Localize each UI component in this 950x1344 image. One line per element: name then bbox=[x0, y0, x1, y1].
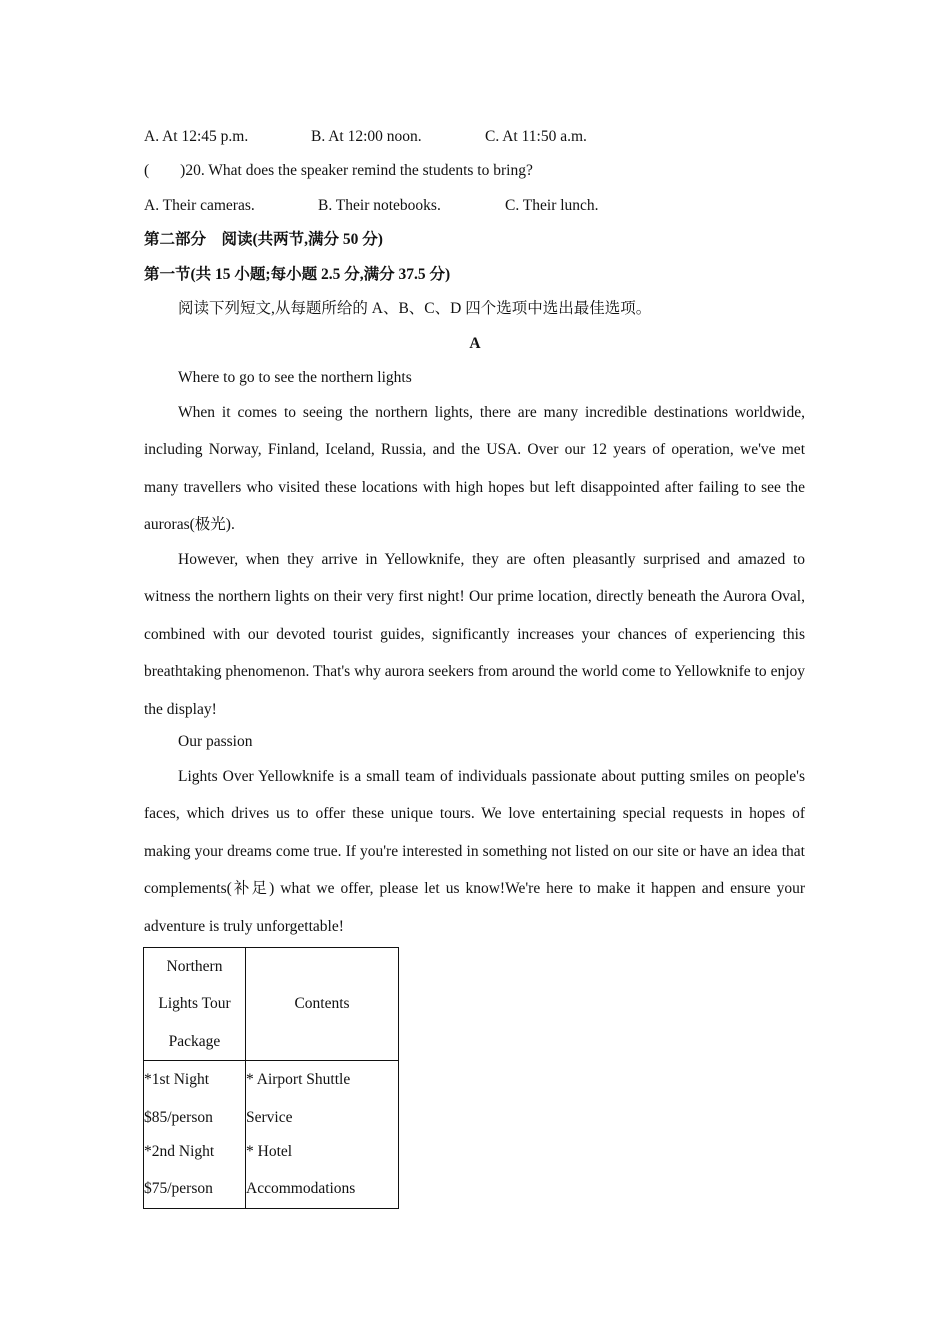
price-line: *2nd Night bbox=[144, 1143, 215, 1161]
q19-options bbox=[144, 127, 587, 147]
q20-option-a: A. Their cameras. bbox=[144, 197, 255, 214]
section-part2-heading: 第二部分 阅读(共两节,满分 50 分) bbox=[144, 231, 383, 248]
header-contents-cell: Contents bbox=[246, 948, 399, 1061]
q20-stem: ( )20. What does the speaker remind the students to bring? bbox=[144, 162, 533, 179]
price-line: $85/person bbox=[144, 1108, 213, 1126]
header-package-line: Lights Tour bbox=[158, 995, 231, 1013]
q19-option-c: C. At 11:50 a.m. bbox=[485, 128, 587, 145]
content-line: Service bbox=[246, 1108, 293, 1126]
contents-cell bbox=[246, 1061, 399, 1209]
instructions: 阅读下列短文,从每题所给的 A、B、C、D 四个选项中选出最佳选项。 bbox=[178, 300, 652, 317]
paragraph-2: However, when they arrive in Yellowknife, they are often pleasantly surprised and amazed to witness the northern lights on their very first night! Our prime location, directly beneath the Aurora Oval, combined with our devoted tourist guides, significantly increases your chances of experiencing this breathtaking phenomenon. That's why aurora seekers from around the world come to Yellowknife to enjoy the display! bbox=[144, 551, 805, 718]
header-package-line: Package bbox=[168, 1032, 221, 1050]
table-row bbox=[144, 1061, 399, 1209]
content-line: Accommodations bbox=[246, 1180, 356, 1198]
tour-package-table bbox=[143, 947, 399, 1209]
table-header-row bbox=[144, 948, 399, 1061]
subheading-our-passion: Our passion bbox=[178, 733, 253, 750]
q19-option-b: B. At 12:00 noon. bbox=[311, 128, 422, 145]
q20-options bbox=[144, 196, 599, 216]
paragraph-3: Lights Over Yellowknife is a small team of individuals passionate about putting smiles on people's faces, which drives us to offer these unique tours. We love entertaining special requests in hopes of making your dreams come true. If you're interested in something not listed on our site or have an idea that complements(补足) what we offer, please let us know!We're here to make it happen and ensure your adventure is truly unforgettable! bbox=[144, 768, 805, 935]
header-package-line: Northern bbox=[166, 958, 223, 975]
section-1-heading: 第一节(共 15 小题;每小题 2.5 分,满分 37.5 分) bbox=[144, 266, 451, 283]
passage-label: A bbox=[469, 335, 481, 352]
price-line: *1st Night bbox=[144, 1071, 210, 1089]
q20-option-c: C. Their lunch. bbox=[505, 197, 599, 214]
content-line: * Airport Shuttle bbox=[246, 1071, 351, 1089]
price-line: $75/person bbox=[144, 1180, 213, 1198]
prices-cell bbox=[144, 1061, 246, 1209]
passage-title: Where to go to see the northern lights bbox=[178, 369, 412, 386]
content-line: * Hotel bbox=[246, 1143, 293, 1161]
q20-option-b: B. Their notebooks. bbox=[318, 197, 441, 214]
q19-option-a: A. At 12:45 p.m. bbox=[144, 128, 249, 145]
paragraph-1: When it comes to seeing the northern lights, there are many incredible destinations worldwide, including Norway, Finland, Iceland, Russia, and the USA. Over our 12 years of operation, we've met many travellers who visited these locations with high hopes but left disappointed after failing to see the auroras(极光). bbox=[144, 404, 805, 534]
header-package-cell bbox=[144, 948, 246, 1061]
